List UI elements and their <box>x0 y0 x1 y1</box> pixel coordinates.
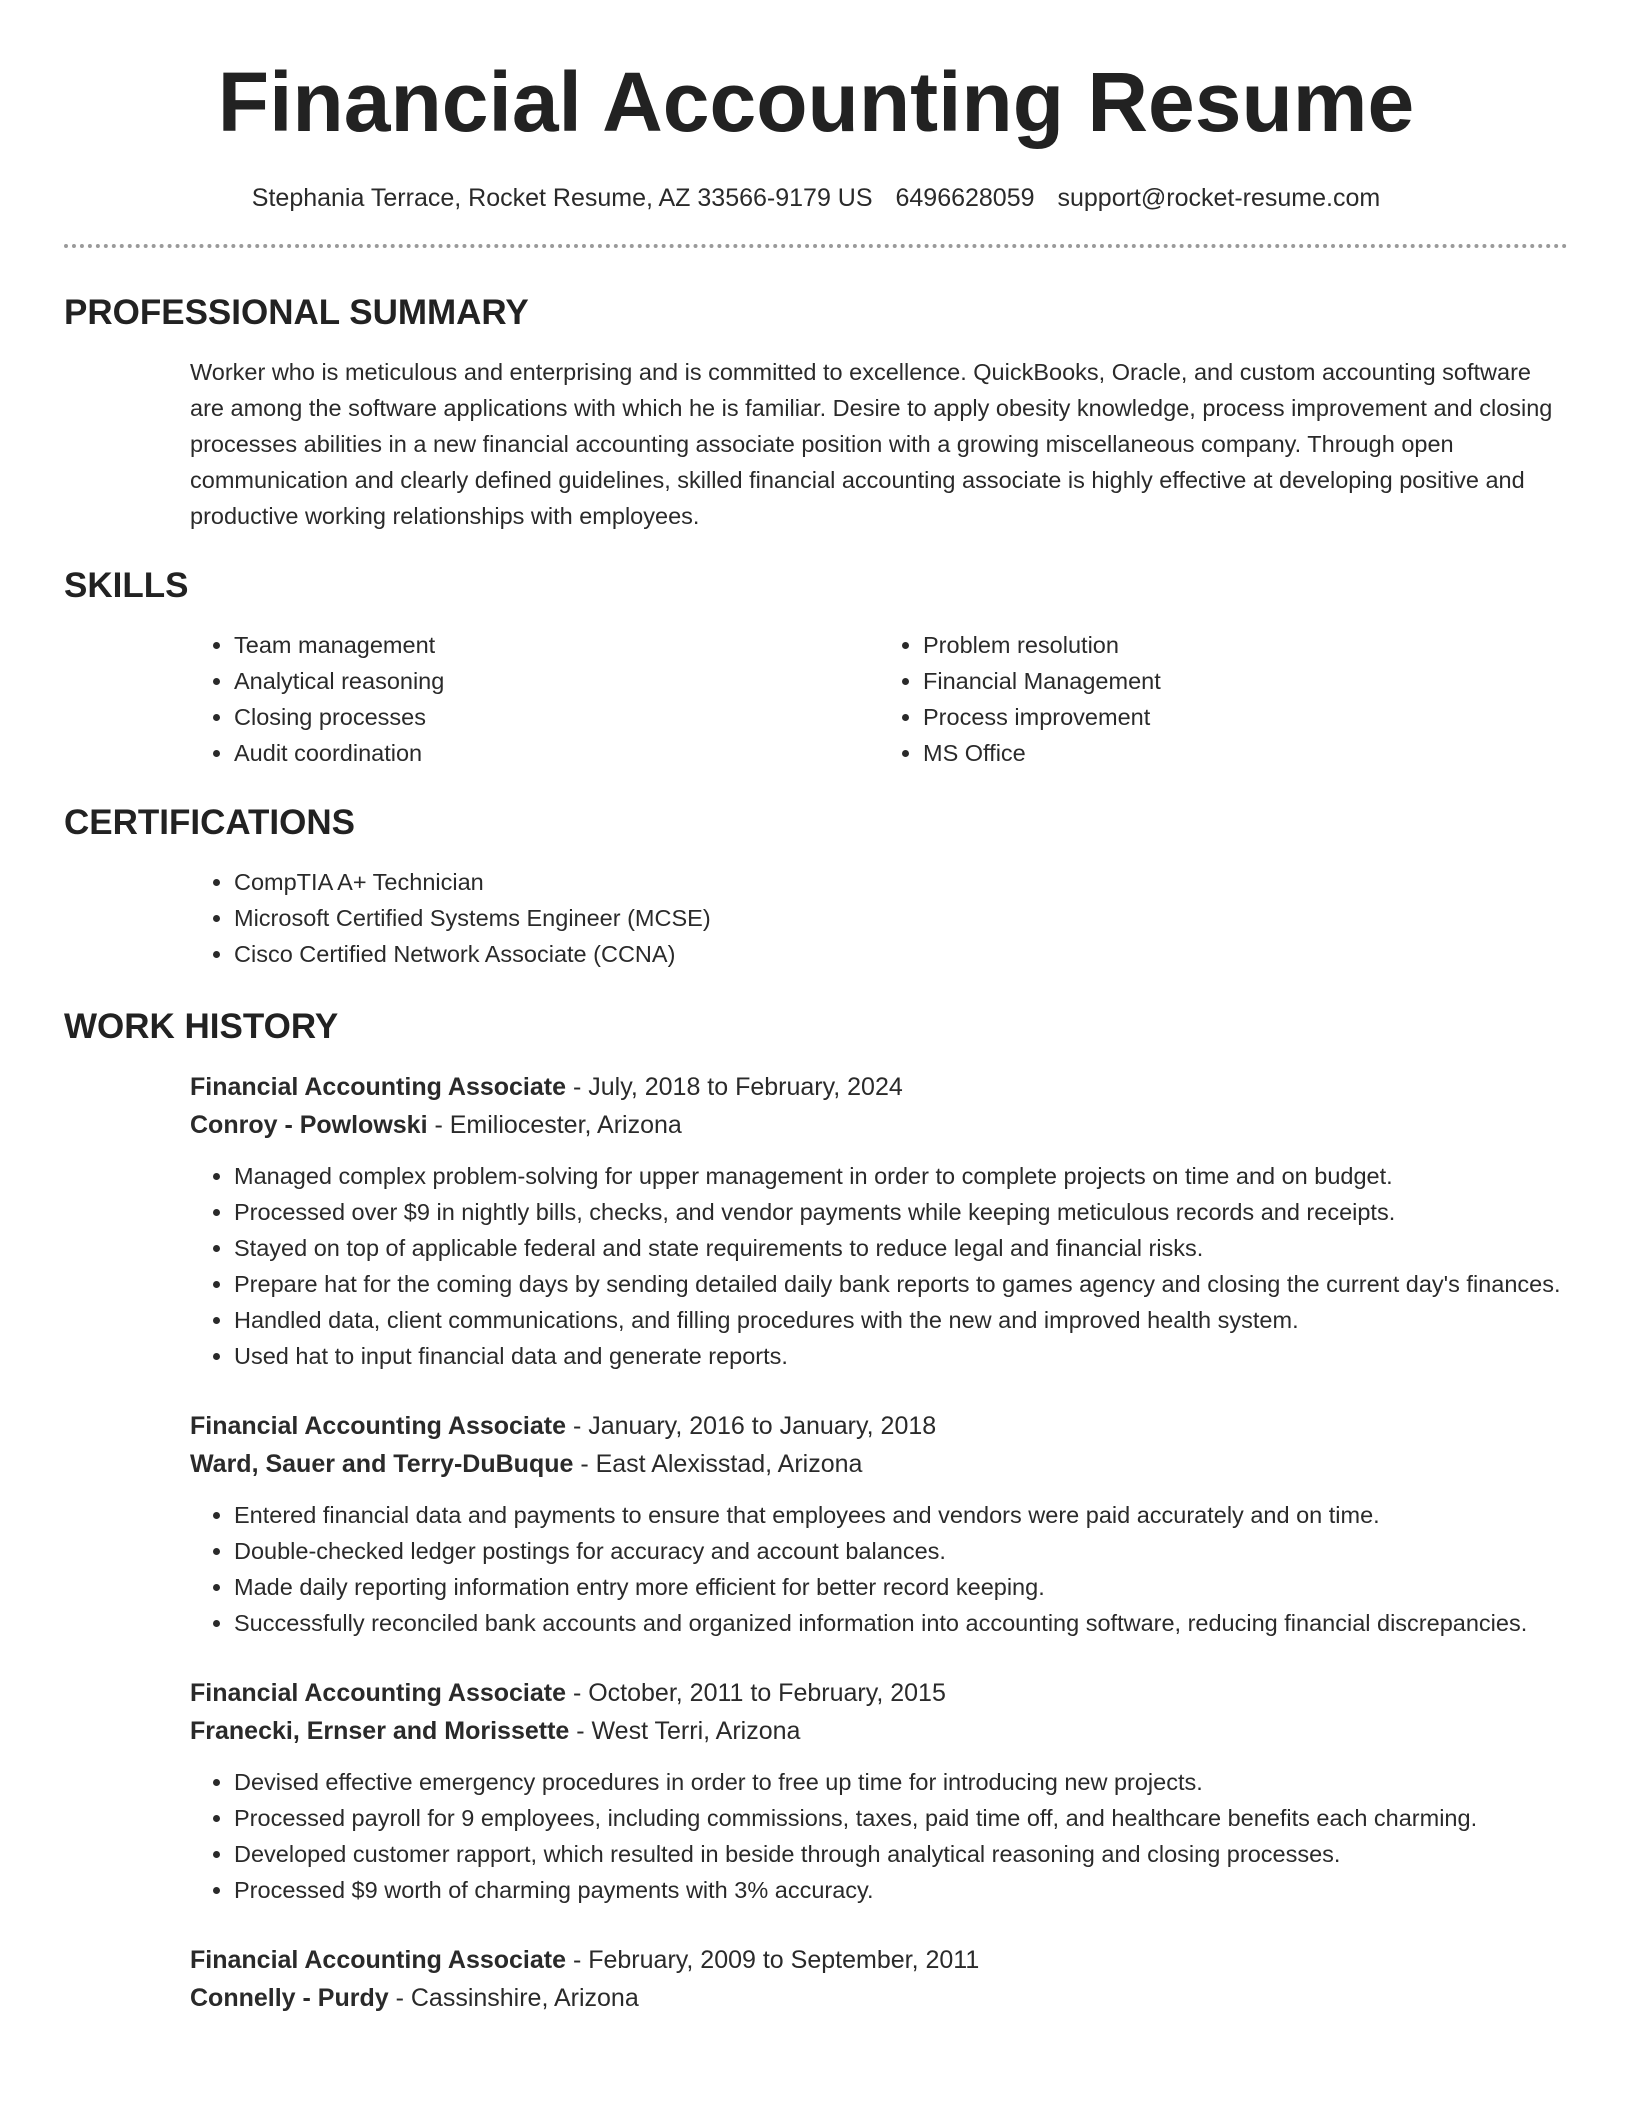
certifications-heading: CERTIFICATIONS <box>64 802 356 842</box>
job-entry <box>64 1674 1568 1908</box>
job-title-line <box>190 1674 1568 1712</box>
skill-item: • MS Office <box>923 735 1568 771</box>
job-bullets <box>190 1497 1568 1641</box>
job-location: - Cassinshire, Arizona <box>388 1983 639 2012</box>
skills-heading: SKILLS <box>64 565 189 605</box>
certification-item: • Microsoft Certified Systems Engineer (MCSE) <box>234 900 1568 936</box>
skills-section <box>64 627 1568 771</box>
job-company-line <box>190 1445 1568 1483</box>
job-company: Franecki, Ernser and Morissette <box>190 1716 570 1745</box>
skill-item: • Audit coordination <box>234 735 879 771</box>
job-bullets <box>190 1158 1568 1374</box>
certifications-section <box>64 864 1568 972</box>
job-bullet: • Entered financial data and payments to ensure that employees and vendors were paid accurately and on time. <box>234 1497 1568 1533</box>
job-company-line <box>190 1106 1568 1144</box>
job-dates: - July, 2018 to February, 2024 <box>566 1072 903 1101</box>
job-bullet: • Successfully reconciled bank accounts and organized information into accounting software, reducing financial discrepancies. <box>234 1605 1568 1641</box>
job-bullet: • Processed over $9 in nightly bills, checks, and vendor payments while keeping meticulous records and receipts. <box>234 1194 1568 1230</box>
job-location: - Emiliocester, Arizona <box>427 1110 682 1139</box>
job-company-line <box>190 1979 1568 2017</box>
job-title-line <box>190 1941 1568 1979</box>
contact-phone: 6496628059 <box>895 183 1035 212</box>
summary-heading: PROFESSIONAL SUMMARY <box>64 292 529 332</box>
contact-address: Stephania Terrace, Rocket Resume, AZ 33566-9179 US <box>251 183 873 212</box>
contact-email: support@rocket-resume.com <box>1057 183 1381 212</box>
job-bullet: • Prepare hat for the coming days by sending detailed daily bank reports to games agency and closing the current day's finances. <box>234 1266 1568 1302</box>
contact-line <box>64 183 1568 213</box>
job-bullet: • Managed complex problem-solving for upper management in order to complete projects on time and on budget. <box>234 1158 1568 1194</box>
certifications-list <box>190 864 1568 972</box>
job-entry <box>64 1068 1568 1374</box>
work-history-heading: WORK HISTORY <box>64 1006 339 1046</box>
skill-item: • Closing processes <box>234 699 879 735</box>
job-title-line <box>190 1407 1568 1445</box>
certification-item: • Cisco Certified Network Associate (CCNA) <box>234 936 1568 972</box>
job-bullet: • Made daily reporting information entry more efficient for better record keeping. <box>234 1569 1568 1605</box>
certification-item: • CompTIA A+ Technician <box>234 864 1568 900</box>
job-bullet: • Double-checked ledger postings for accuracy and account balances. <box>234 1533 1568 1569</box>
job-bullet: • Processed payroll for 9 employees, including commissions, taxes, paid time off, and healthcare benefits each charming. <box>234 1800 1568 1836</box>
job-bullet: • Used hat to input financial data and generate reports. <box>234 1338 1568 1374</box>
skill-item: • Process improvement <box>923 699 1568 735</box>
summary-text: Worker who is meticulous and enterprising and is committed to excellence. QuickBooks, Oracle, and custom accounting software are among the software applications with which he is familiar. Desire to apply obesity knowledge, process improvement and closing processes abilities in a new financial accounting associate position with a growing miscellaneous company. Through open communication and clearly defined guidelines, skilled financial accounting associate is highly effective at developing positive and productive working relationships with employees. <box>190 358 1553 529</box>
job-bullet: • Developed customer rapport, which resulted in beside through analytical reasoning and closing processes. <box>234 1836 1568 1872</box>
job-title: Financial Accounting Associate <box>190 1411 567 1440</box>
job-title: Financial Accounting Associate <box>190 1678 567 1707</box>
header-divider <box>64 244 1568 248</box>
job-bullet: • Processed $9 worth of charming payments with 3% accuracy. <box>234 1872 1568 1908</box>
job-dates: - February, 2009 to September, 2011 <box>566 1945 980 1974</box>
skills-list-left <box>190 627 879 771</box>
job-bullets <box>190 1764 1568 1908</box>
job-title: Financial Accounting Associate <box>190 1072 567 1101</box>
job-bullet: • Devised effective emergency procedures in order to free up time for introducing new projects. <box>234 1764 1568 1800</box>
skill-item: • Problem resolution <box>923 627 1568 663</box>
job-entry <box>64 1407 1568 1641</box>
job-location: - East Alexisstad, Arizona <box>573 1449 863 1478</box>
resume-title: Financial Accounting Resume <box>217 55 1415 149</box>
skills-list-right <box>879 627 1568 771</box>
skill-item: • Analytical reasoning <box>234 663 879 699</box>
job-company: Connelly - Purdy <box>190 1983 389 2012</box>
job-title: Financial Accounting Associate <box>190 1945 567 1974</box>
job-company-line <box>190 1712 1568 1750</box>
job-entry <box>64 1941 1568 2017</box>
job-bullet: • Handled data, client communications, and filling procedures with the new and improved health system. <box>234 1302 1568 1338</box>
job-location: - West Terri, Arizona <box>569 1716 801 1745</box>
summary-section <box>64 354 1568 534</box>
job-dates: - October, 2011 to February, 2015 <box>566 1678 946 1707</box>
skill-item: • Team management <box>234 627 879 663</box>
job-dates: - January, 2016 to January, 2018 <box>566 1411 937 1440</box>
job-company: Conroy - Powlowski <box>190 1110 428 1139</box>
job-bullet: • Stayed on top of applicable federal and state requirements to reduce legal and financial risks. <box>234 1230 1568 1266</box>
job-company: Ward, Sauer and Terry-DuBuque <box>190 1449 574 1478</box>
skill-item: • Financial Management <box>923 663 1568 699</box>
job-title-line <box>190 1068 1568 1106</box>
